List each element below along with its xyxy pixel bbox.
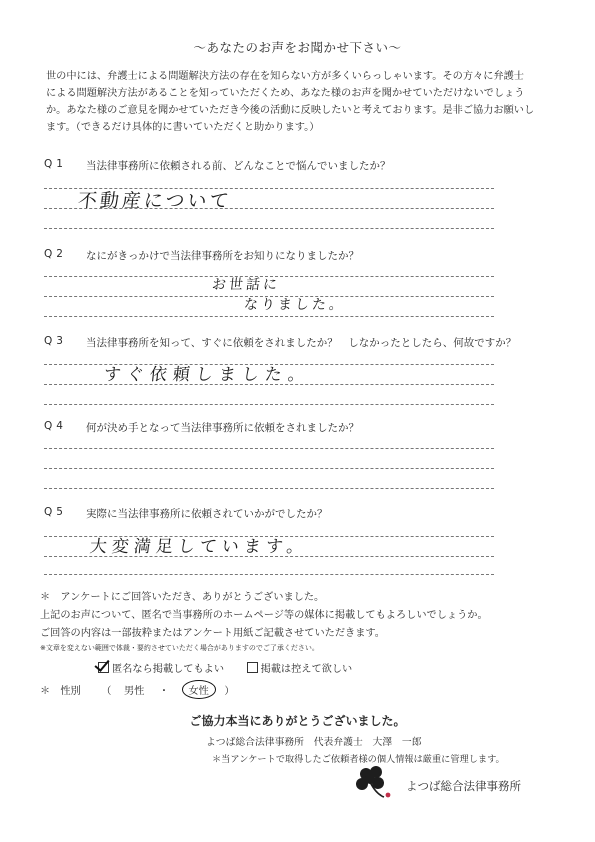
office-representative: よつば総合法律事務所 代表弁護士 大澤 一郎 — [206, 737, 422, 748]
closing-excerpt-note: ご回答の内容は一部抜粋またはアンケート用紙ご記載させていただきます。 — [40, 628, 385, 639]
closing-thanks-line: ＊ アンケートにご回答いただき、ありがとうございました。 — [40, 592, 325, 603]
closing-small-note: ※文章を変えない範囲で体裁・要約させていただく場合がありますのでご了承ください。 — [40, 644, 319, 652]
answer-line — [44, 296, 494, 297]
intro-line: 世の中には、弁護士による問題解決方法の存在を知らない方が多くいらっしゃいます。その方々に弁護士 — [46, 71, 524, 82]
gender-separator: ・ — [158, 686, 169, 697]
consent-yes-option[interactable] — [98, 664, 227, 675]
consent-no-option[interactable] — [247, 664, 353, 675]
q5-label: Q5 — [44, 506, 67, 518]
answer-line — [44, 468, 494, 469]
gender-female-option[interactable]: 女性 — [182, 680, 216, 699]
q5-answer: 大変満足しています。 — [88, 537, 310, 557]
page-title: ～あなたのお声をお聞かせ下さい～ — [193, 40, 402, 55]
answer-line — [44, 448, 494, 449]
four-leaf-clover-icon — [352, 764, 396, 802]
gender-male-option[interactable]: 男性 — [123, 686, 145, 697]
q4-label: Q4 — [44, 420, 67, 432]
q1-label: Q1 — [44, 158, 67, 170]
answer-line — [44, 364, 494, 365]
consent-yes-label: 匿名なら掲載してもよい — [112, 664, 225, 675]
thanks-message: ご協力本当にありがとうございました。 — [189, 714, 406, 728]
answer-line — [44, 488, 494, 489]
privacy-note: ＊当アンケートで取得したご依頼者様の個人情報は厳重に管理します。 — [212, 754, 505, 765]
gender-open-paren: （ — [101, 686, 112, 697]
consent-options — [98, 660, 352, 675]
consent-no-label: 掲載は控えて欲しい — [260, 664, 353, 675]
answer-line — [44, 208, 494, 209]
answer-line — [44, 188, 494, 189]
answer-line — [44, 316, 494, 317]
q2-answer-line1: お世話に — [211, 277, 281, 293]
q5-text: 実際に当法律事務所に依頼されていかがでしたか？ — [86, 508, 328, 520]
q3-answer: すぐ依頼しました。 — [102, 365, 312, 385]
closing-consent-question: 上記のお声について、匿名で当事務所のホームページ等の媒体に掲載してもよろしいでしょうか。 — [40, 610, 488, 621]
answer-line — [44, 276, 494, 277]
q4-text: 何が決め手となって当法律事務所に依頼をされましたか？ — [86, 422, 359, 434]
answer-line — [44, 556, 494, 557]
firm-name: よつば総合法律事務所 — [406, 779, 521, 793]
gender-close-paren: ） — [224, 686, 235, 697]
intro-line: か。あなた様のご意見を聞かせていただき今後の活動に反映したいと考えております。是非ご協力お願いし — [46, 105, 535, 116]
q3-label: Q3 — [44, 335, 67, 347]
q2-label: Q2 — [44, 248, 67, 260]
q3-text: 当法律事務所を知って、すぐに依頼をされましたか？ しなかったとしたら、何故ですか？ — [86, 337, 517, 349]
intro-line: ます。（できるだけ具体的に書いていただくと助かります。） — [46, 122, 320, 133]
q1-text: 当法律事務所に依頼される前、どんなことで悩んでいましたか？ — [86, 160, 391, 172]
checkbox-checked-icon[interactable] — [98, 662, 109, 673]
answer-line — [44, 536, 494, 537]
q2-text: なにがきっかけで当法律事務所をお知りになりましたか？ — [86, 250, 359, 262]
answer-line — [44, 228, 494, 229]
gender-label: ＊ 性別 — [40, 686, 81, 697]
gender-row — [40, 680, 235, 699]
checkbox-empty-icon[interactable] — [247, 662, 258, 673]
answer-line — [44, 384, 494, 385]
q1-answer: 不動産について — [76, 190, 233, 212]
answer-line — [44, 404, 494, 405]
answer-line — [44, 574, 494, 575]
intro-paragraph — [46, 68, 566, 136]
q2-answer-line2: なりました。 — [243, 297, 347, 313]
intro-line: による問題解決方法があることを知っていただくため、あなた様のお声を聞かせていただけないでしょう — [46, 88, 525, 99]
